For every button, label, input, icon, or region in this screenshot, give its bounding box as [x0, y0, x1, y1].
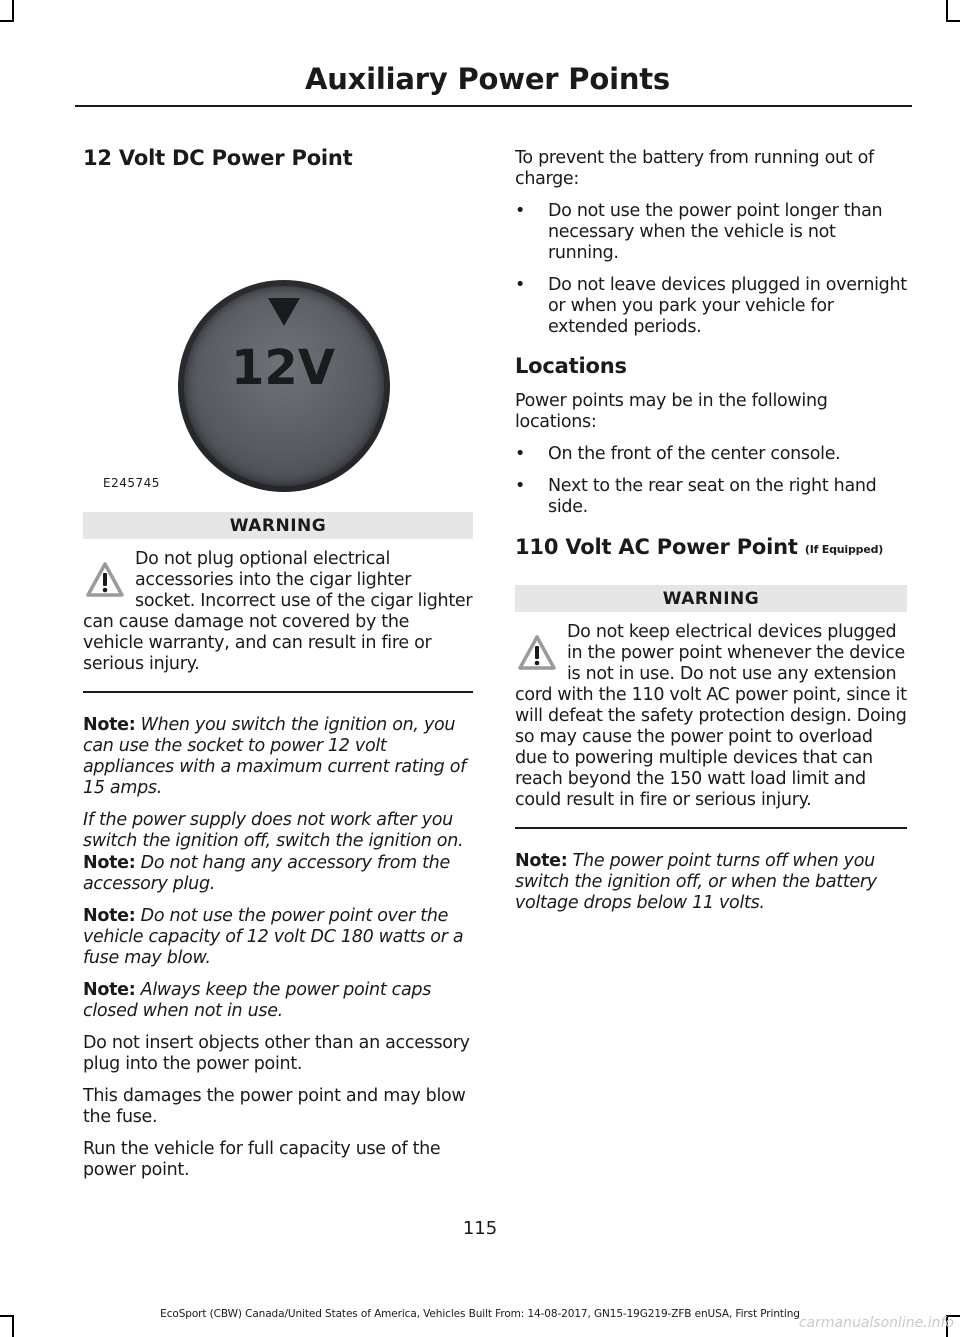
watermark: carmanualsonline.info [798, 1315, 954, 1331]
note-paragraph [515, 851, 907, 914]
note-paragraph [83, 715, 473, 799]
note-text: When you switch the ignition on, you can use the socket to power 12 volt appliances with a maximum current rating of 15 amps. [83, 714, 467, 798]
bullet: • [515, 444, 526, 464]
body-paragraph: This damages the power point and may blow the fuse. [83, 1085, 466, 1127]
warning-text: Do not keep electrical devices plugged in the power point whenever the device is not in use. Do not use any extension cord with the 110 volt AC power point, since it will defeat the safety protection design. Doing so may cause the power point to overload due to powering multiple devices that can reach beyond the 150 watt load limit and could result in fire or serious injury. [515, 622, 907, 810]
warning-text: Do not plug optional electrical accessories into the cigar lighter socket. Incorrect use of the cigar lighter can cause damage not covered by the vehicle warranty, and can result in fire or serious injury. [83, 549, 473, 674]
note-paragraph [83, 853, 473, 895]
note-label: Note: [83, 979, 136, 1000]
note-paragraph [83, 980, 473, 1022]
note-label: Note: [83, 905, 136, 926]
warning-label: WARNING [83, 512, 473, 539]
crop-mark [946, 0, 948, 22]
section-title-110v [515, 535, 907, 559]
note-paragraph [83, 906, 473, 969]
page-title: Auxiliary Power Points [304, 62, 670, 96]
note-text: Do not hang any accessory from the accessory plug. [83, 852, 450, 894]
socket-figure [83, 188, 473, 488]
socket-label: 12V [231, 340, 335, 396]
list-item-text: Do not use the power point longer than necessary when the vehicle is not running. [548, 201, 883, 263]
figure-code: E245745 [103, 476, 160, 490]
list-item [515, 275, 907, 338]
header-divider [75, 105, 912, 107]
warning-box [515, 585, 907, 829]
note-label: Note: [515, 850, 568, 871]
italic-paragraph: If the power supply does not work after you switch the ignition off, switch the ignition on. [83, 809, 464, 851]
if-equipped-tag: (If Equipped) [804, 543, 884, 556]
warning-body [83, 549, 473, 675]
left-column [83, 140, 473, 1181]
section-title-text: 110 Volt AC Power Point [515, 535, 798, 559]
note-text: The power point turns off when you switch the ignition off, or when the battery voltage drops below 11 volts. [515, 850, 877, 913]
list-item-text: On the front of the center console. [548, 444, 841, 464]
list-item [515, 444, 907, 465]
intro-paragraph: To prevent the battery from running out of charge: [515, 148, 874, 189]
footer-text: EcoSport (CBW) Canada/United States of America, Vehicles Built From: 14-08-2017, GN15-19G219-ZFB enUSA, First Printing [160, 1308, 800, 1320]
list-item-text: Next to the rear seat on the right hand side. [548, 476, 877, 517]
body-paragraph: Do not insert objects other than an accessory plug into the power point. [83, 1032, 470, 1074]
note-label: Note: [83, 852, 136, 873]
bullet: • [515, 476, 526, 496]
section-title-12v: 12 Volt DC Power Point [83, 146, 353, 170]
crop-mark [946, 20, 960, 22]
list-item [515, 201, 907, 264]
bullet: • [515, 201, 526, 221]
section-title-locations: Locations [515, 354, 627, 378]
bullet-list [515, 444, 907, 518]
warning-body [515, 622, 907, 811]
right-column [515, 148, 907, 914]
note-text: Always keep the power point caps closed when not in use. [83, 979, 432, 1021]
note-label: Note: [83, 714, 136, 735]
list-item-text: Do not leave devices plugged in overnight or when you park your vehicle for extended periods. [548, 275, 907, 337]
warning-label: WARNING [515, 585, 907, 612]
warning-triangle-icon [517, 634, 557, 672]
page-number: 115 [462, 1218, 498, 1239]
note-text: Do not use the power point over the vehicle capacity of 12 volt DC 180 watts or a fuse may blow. [83, 905, 464, 968]
crop-mark [12, 0, 14, 22]
bullet: • [515, 275, 526, 295]
warning-box [83, 512, 473, 693]
bullet-list [515, 201, 907, 338]
warning-triangle-icon [85, 561, 125, 599]
arrow-down-icon [268, 298, 300, 326]
warning-rule [515, 827, 907, 829]
body-paragraph: Run the vehicle for full capacity use of the power point. [83, 1138, 441, 1180]
locations-intro: Power points may be in the following locations: [515, 391, 828, 432]
list-item [515, 476, 907, 518]
crop-mark [0, 20, 14, 22]
warning-rule [83, 691, 473, 693]
